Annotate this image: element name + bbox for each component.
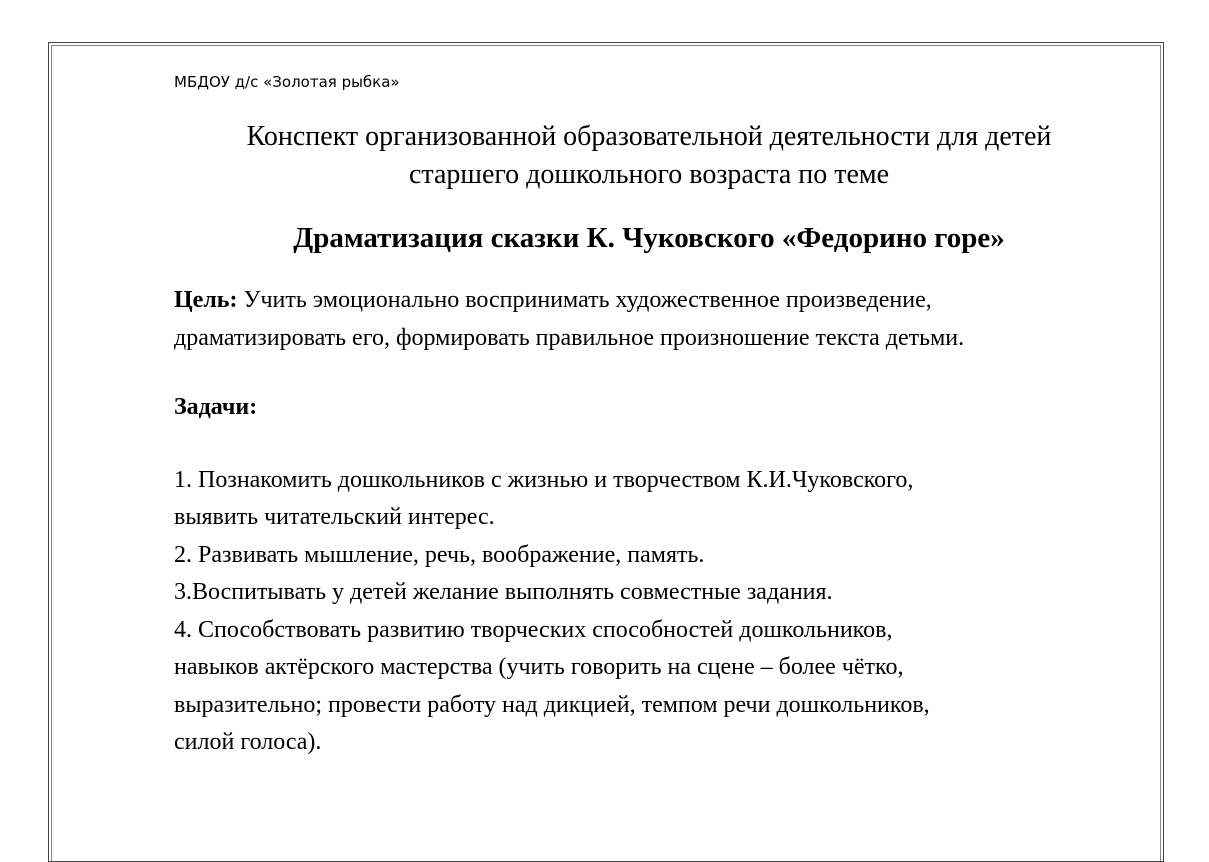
title-line: Конспект организованной образовательной деятельности для детей — [246, 121, 1052, 152]
title-line: старшего дошкольного возраста по теме — [408, 159, 890, 190]
task-line: 2. Развивать мышление, речь, воображение, память. — [174, 541, 705, 568]
task-line: силой голоса). — [174, 729, 322, 755]
task-line: выразительно; провести работу над дикцией, темпом речи дошкольников, — [174, 691, 930, 718]
document-body — [174, 68, 1124, 762]
task-line: навыков актёрского мастерства (учить говорить на сцене – более чётко, — [174, 654, 904, 680]
goal-label: Цель: — [174, 287, 238, 313]
tasks-label: Задачи: — [174, 394, 258, 420]
tasks-list — [174, 462, 1124, 762]
task-line: 3.Воспитывать у детей желание выполнять совместные задания. — [174, 579, 833, 605]
goal-paragraph — [174, 282, 1124, 357]
document-title — [174, 118, 1124, 194]
org-name: МБДОУ д/с «Золотая рыбка» — [174, 73, 400, 91]
task-line: выявить читательский интерес. — [174, 504, 495, 530]
goal-line: драматизировать его, формировать правильное произношение текста детьми. — [174, 324, 965, 351]
tasks-heading — [174, 389, 1124, 427]
task-line: 4. Способствовать развитию творческих способностей дошкольников, — [174, 616, 893, 643]
goal-line — [174, 282, 1124, 320]
document-subtitle: Драматизация сказки К. Чуковского «Федорино горе» — [293, 222, 1005, 254]
task-line: 1. Познакомить дошкольников с жизнью и творчеством К.И.Чуковского, — [174, 466, 914, 493]
goal-text: Учить эмоционально воспринимать художественное произведение, — [237, 287, 932, 313]
